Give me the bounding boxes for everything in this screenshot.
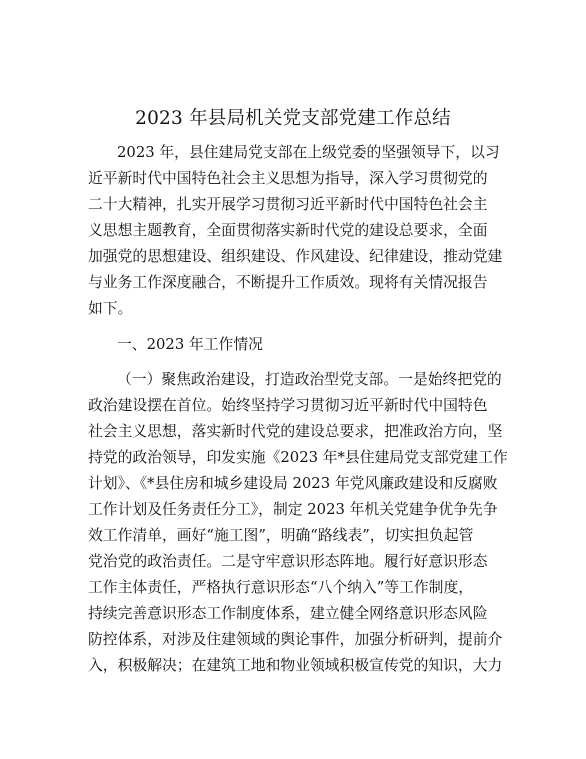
intro-line-6: 与业务工作深度融合，不断提升工作质效。现将有关情况报告 bbox=[88, 274, 488, 291]
section1-line-9: 工作主体责任，严格执行意识形态“八个纳入”等工作制度， bbox=[88, 579, 474, 596]
section-heading: 一、2023 年工作情况 bbox=[117, 336, 263, 353]
intro-line-4: 义思想主题教育，全面贯彻落实新时代党的建设总要求，全面 bbox=[88, 222, 488, 239]
section1-line-1: （一）聚焦政治建设，打造政治型党支部。一是始终把党的 bbox=[117, 371, 502, 388]
intro-line-1: 2023 年，县住建局党支部在上级党委的坚强领导下，以习 bbox=[117, 144, 500, 161]
section1-line-6: 工作计划及任务责任分工》，制定 2023 年机关党建争优争先争 bbox=[88, 501, 498, 518]
section1-line-5: 计划》、《*县住房和城乡建设局 2023 年党风廉政建设和反腐败 bbox=[88, 475, 498, 492]
section1-line-12: 入，积极解决；在建筑工地和物业领域积极宣传党的知识，大力 bbox=[88, 657, 503, 674]
intro-line-3: 二十大精神，扎实开展学习贯彻习近平新时代中国特色社会主 bbox=[88, 196, 488, 213]
section1-line-7: 效工作清单，画好“施工图”，明确“路线表”，切实担负起管 bbox=[88, 527, 474, 544]
intro-line-2: 近平新时代中国特色社会主义思想为指导，深入学习贯彻党的 bbox=[88, 170, 488, 187]
document-title: 2023 年县局机关党支部党建工作总结 bbox=[135, 108, 451, 129]
section1-line-11: 防控体系，对涉及住建领域的舆论事件，加强分析研判，提前介 bbox=[88, 631, 503, 648]
section1-line-10: 持续完善意识形态工作制度体系，建立健全网络意识形态风险 bbox=[88, 605, 488, 622]
intro-line-5: 加强党的思想建设、组织建设、作风建设、纪律建设，推动党建 bbox=[88, 248, 503, 265]
section1-line-2: 政治建设摆在首位。始终坚持学习贯彻习近平新时代中国特色 bbox=[88, 397, 488, 414]
intro-line-7: 如下。 bbox=[88, 300, 133, 317]
section1-line-8: 党治党的政治责任。二是守牢意识形态阵地。履行好意识形态 bbox=[88, 553, 488, 570]
section1-line-4: 持党的政治领导，印发实施《2023 年*县住建局党支部党建工作 bbox=[88, 449, 508, 466]
section1-line-3: 社会主义思想，落实新时代党的建设总要求，把准政治方向，坚 bbox=[88, 423, 503, 440]
